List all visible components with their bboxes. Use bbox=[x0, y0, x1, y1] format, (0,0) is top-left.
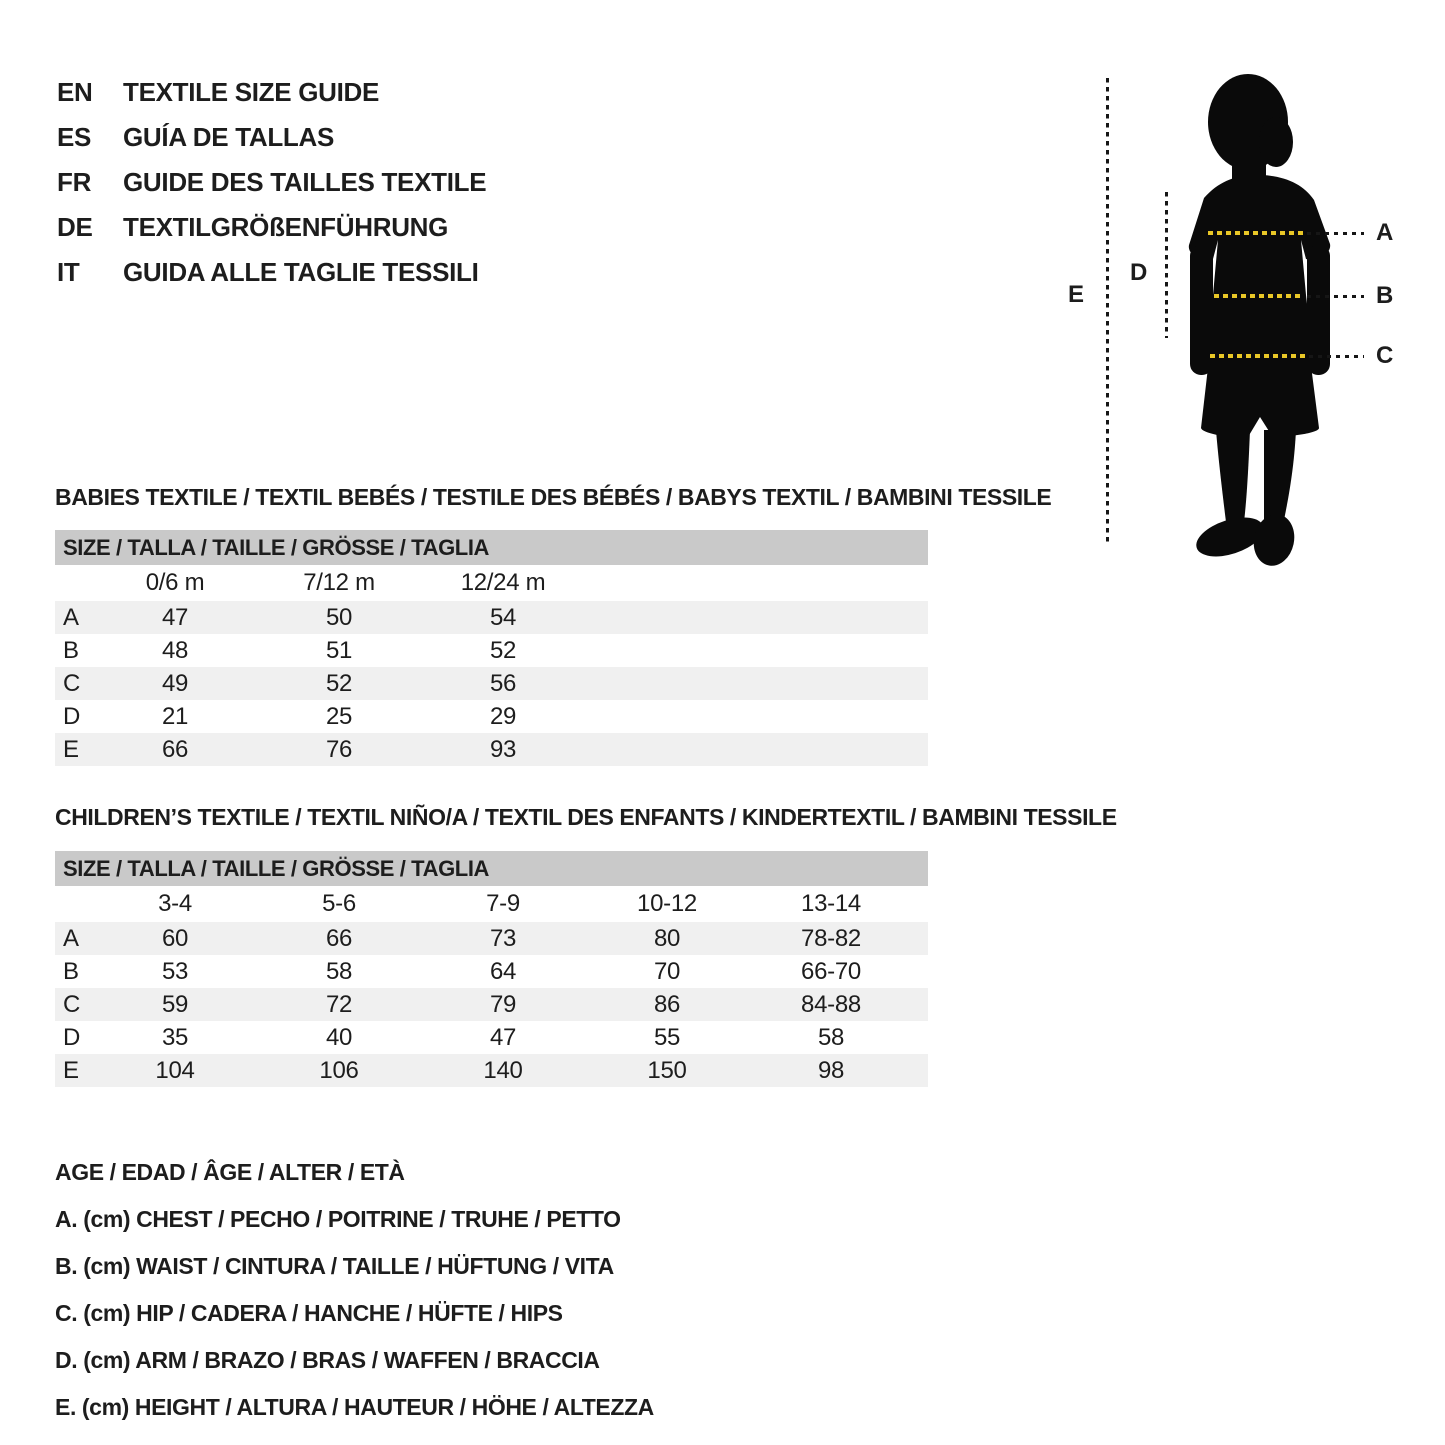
babies-column-header-row bbox=[55, 565, 928, 601]
cell-value: 66 bbox=[161, 735, 189, 763]
cell-value: 66-70 bbox=[801, 957, 861, 985]
babies-section-heading: BABIES TEXTILE / TEXTIL BEBÉS / TESTILE DES BÉBÉS / BABYS TEXTIL / BAMBINI TESSILE bbox=[55, 484, 1052, 510]
lang-code: EN bbox=[57, 77, 93, 107]
lang-row-en bbox=[57, 70, 486, 115]
table-row bbox=[55, 700, 928, 733]
cell-value: 93 bbox=[489, 735, 517, 763]
cell-value: 58 bbox=[325, 957, 353, 985]
size-header-bar: SIZE / TALLA / TAILLE / GRÖSSE / TAGLIA bbox=[55, 851, 928, 886]
table-row bbox=[55, 1021, 928, 1054]
lang-title: GUÍA DE TALLAS bbox=[123, 122, 335, 152]
child-silhouette-image bbox=[1160, 60, 1360, 590]
cell-value: 50 bbox=[325, 603, 353, 631]
legend-line-hip: C. (cm) HIP / CADERA / HANCHE / HÜFTE / HIPS bbox=[55, 1300, 563, 1326]
children-column-header-row bbox=[55, 886, 928, 922]
lang-code: ES bbox=[57, 122, 92, 152]
measure-label-c: C bbox=[1376, 342, 1394, 369]
column-header: 7-9 bbox=[486, 890, 520, 917]
row-label: C bbox=[63, 990, 81, 1018]
babies-size-table bbox=[55, 530, 928, 766]
cell-value: 55 bbox=[653, 1023, 681, 1051]
legend-line-waist: B. (cm) WAIST / CINTURA / TAILLE / HÜFTUNG / VITA bbox=[55, 1253, 614, 1279]
cell-value: 40 bbox=[325, 1023, 353, 1051]
cell-value: 35 bbox=[161, 1023, 189, 1051]
language-title-block bbox=[57, 70, 486, 295]
table-row bbox=[55, 667, 928, 700]
cell-value: 25 bbox=[325, 702, 353, 730]
chest-measure-dash-a bbox=[1208, 231, 1303, 235]
legend-line-chest: A. (cm) CHEST / PECHO / POITRINE / TRUHE / PETTO bbox=[55, 1206, 621, 1232]
cell-value: 21 bbox=[161, 702, 189, 730]
cell-value: 73 bbox=[489, 924, 517, 952]
row-label: D bbox=[63, 1023, 81, 1051]
cell-value: 106 bbox=[319, 1056, 359, 1084]
column-header: 12/24 m bbox=[460, 569, 546, 596]
measurement-legend bbox=[55, 1149, 654, 1431]
cell-value: 47 bbox=[489, 1023, 517, 1051]
children-size-table bbox=[55, 851, 928, 1087]
row-label: C bbox=[63, 669, 81, 697]
lang-title: GUIDE DES TAILLES TEXTILE bbox=[123, 167, 487, 197]
cell-value: 58 bbox=[817, 1023, 845, 1051]
cell-value: 104 bbox=[155, 1056, 195, 1084]
cell-value: 49 bbox=[161, 669, 189, 697]
cell-value: 48 bbox=[161, 636, 189, 664]
cell-value: 140 bbox=[483, 1056, 523, 1084]
column-header: 7/12 m bbox=[303, 569, 375, 596]
measure-label-e: E bbox=[1068, 281, 1084, 308]
column-header: 10-12 bbox=[637, 890, 697, 917]
cell-value: 60 bbox=[161, 924, 189, 952]
cell-value: 51 bbox=[325, 636, 353, 664]
column-header: 0/6 m bbox=[145, 569, 205, 596]
table-row bbox=[55, 988, 928, 1021]
hip-measure-dash-c bbox=[1210, 354, 1305, 358]
chest-leader-dots-a bbox=[1307, 232, 1364, 235]
cell-value: 76 bbox=[325, 735, 353, 763]
column-header: 3-4 bbox=[158, 890, 192, 917]
cell-value: 86 bbox=[653, 990, 681, 1018]
lang-row-it bbox=[57, 250, 486, 295]
cell-value: 56 bbox=[489, 669, 517, 697]
row-label: A bbox=[63, 924, 79, 952]
cell-value: 98 bbox=[817, 1056, 845, 1084]
cell-value: 59 bbox=[161, 990, 189, 1018]
row-label: E bbox=[63, 1056, 79, 1084]
row-label: E bbox=[63, 735, 79, 763]
lang-code: FR bbox=[57, 167, 92, 197]
cell-value: 64 bbox=[489, 957, 517, 985]
table-row bbox=[55, 634, 928, 667]
cell-value: 84-88 bbox=[801, 990, 861, 1018]
table-row bbox=[55, 601, 928, 634]
cell-value: 54 bbox=[489, 603, 517, 631]
cell-value: 52 bbox=[325, 669, 353, 697]
cell-value: 79 bbox=[489, 990, 517, 1018]
column-header: 13-14 bbox=[801, 890, 861, 917]
lang-title: GUIDA ALLE TAGLIE TESSILI bbox=[123, 257, 479, 287]
cell-value: 53 bbox=[161, 957, 189, 985]
row-label: B bbox=[63, 636, 79, 664]
hip-leader-dots-c bbox=[1309, 355, 1364, 358]
row-label: D bbox=[63, 702, 81, 730]
legend-line-height: E. (cm) HEIGHT / ALTURA / HAUTEUR / HÖHE / ALTEZZA bbox=[55, 1394, 654, 1420]
table-row bbox=[55, 955, 928, 988]
cell-value: 47 bbox=[161, 603, 189, 631]
cell-value: 72 bbox=[325, 990, 353, 1018]
cell-value: 78-82 bbox=[801, 924, 861, 952]
lang-row-fr bbox=[57, 160, 486, 205]
measure-label-a: A bbox=[1376, 219, 1394, 246]
lang-code: IT bbox=[57, 257, 80, 287]
measure-label-b: B bbox=[1376, 282, 1394, 309]
row-label: B bbox=[63, 957, 79, 985]
height-measure-line-e bbox=[1106, 78, 1109, 546]
lang-title: TEXTILE SIZE GUIDE bbox=[123, 77, 380, 107]
size-header-bar: SIZE / TALLA / TAILLE / GRÖSSE / TAGLIA bbox=[55, 530, 928, 565]
waist-measure-dash-b bbox=[1214, 294, 1302, 298]
cell-value: 29 bbox=[489, 702, 517, 730]
legend-line-age: AGE / EDAD / ÂGE / ALTER / ETÀ bbox=[55, 1159, 405, 1185]
lang-code: DE bbox=[57, 212, 93, 242]
waist-leader-dots-b bbox=[1307, 295, 1364, 298]
cell-value: 52 bbox=[489, 636, 517, 664]
cell-value: 66 bbox=[325, 924, 353, 952]
column-header: 5-6 bbox=[322, 890, 356, 917]
measure-label-d: D bbox=[1130, 259, 1148, 286]
table-row bbox=[55, 1054, 928, 1087]
legend-line-arm: D. (cm) ARM / BRAZO / BRAS / WAFFEN / BRACCIA bbox=[55, 1347, 600, 1373]
table-row bbox=[55, 733, 928, 766]
table-row bbox=[55, 922, 928, 955]
cell-value: 70 bbox=[653, 957, 681, 985]
cell-value: 80 bbox=[653, 924, 681, 952]
lang-row-es bbox=[57, 115, 486, 160]
row-label: A bbox=[63, 603, 79, 631]
lang-title: TEXTILGRÖßENFÜHRUNG bbox=[123, 212, 449, 242]
arm-measure-line-d bbox=[1165, 192, 1168, 338]
lang-row-de bbox=[57, 205, 486, 250]
cell-value: 150 bbox=[647, 1056, 687, 1084]
children-section-heading: CHILDREN’S TEXTILE / TEXTIL NIÑO/A / TEXTIL DES ENFANTS / KINDERTEXTIL / BAMBINI TESSILE bbox=[55, 804, 1117, 830]
